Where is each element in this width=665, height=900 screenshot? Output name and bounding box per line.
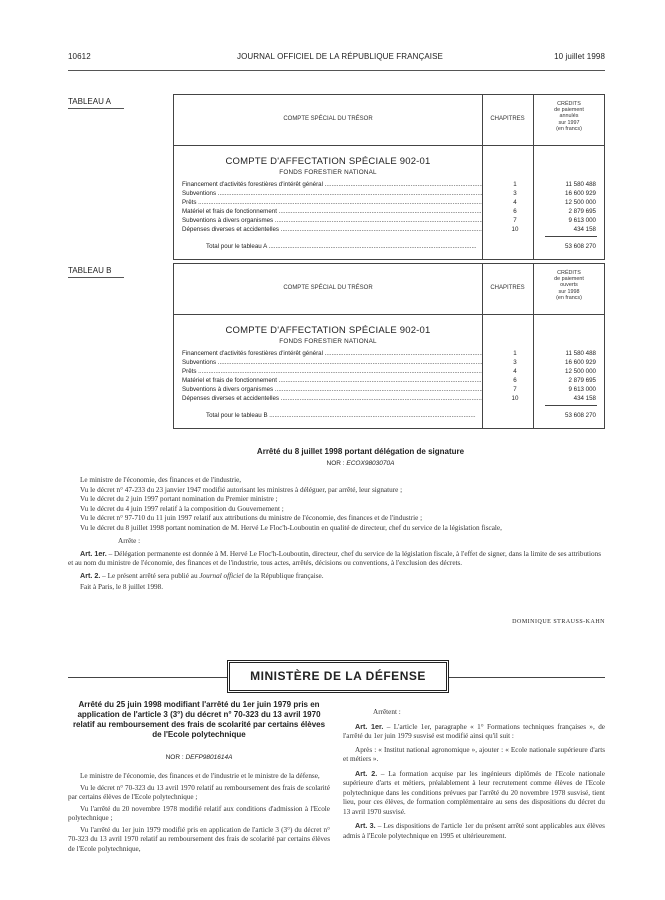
vu-paragraph: Vu le décret du 8 juillet 1998 portant nomination de M. Hervé Le Floc'h-Louboutin en qualité de directeur, chef du service de la législation fiscale, — [80, 523, 502, 532]
article-text: – L'article 1er, paragraphe « 1° Formations techniques françaises », de l'arrêté du 1er juin 1979 susvisé est modifié ainsi qu'il suit : — [343, 722, 605, 740]
credits-line: de paiement — [554, 276, 584, 283]
row-amount: 11 580 488 — [565, 181, 596, 188]
page-number: 10612 — [68, 52, 91, 61]
table-row — [174, 217, 604, 226]
preamble-paragraph: Le ministre de l'économie, des finances et de l'industrie et le ministre de la défense, — [80, 772, 320, 780]
credits-line: (en francs) — [556, 294, 582, 301]
nor-prefix: NOR : — [326, 460, 345, 467]
table-row — [174, 190, 604, 199]
row-chapter: 6 — [513, 208, 517, 215]
tableau-a-label: TABLEAU A — [68, 97, 111, 106]
row-amount: 2 879 695 — [568, 377, 596, 384]
credits-line: sur 1998 — [558, 288, 580, 295]
vu-paragraph: Vu le décret n° 47-233 du 23 janvier 1947 modifié autorisant les ministres à déléguer, par arrêté, leur signature ; — [80, 485, 403, 494]
vu-paragraph: Vu le décret du 4 juin 1997 relatif à la composition du Gouvernement ; — [80, 504, 284, 513]
row-label: Financement d'activités forestières d'intérêt général ..... — [182, 181, 482, 188]
arrete-1-nor — [173, 460, 548, 467]
tableau-a-underline — [68, 108, 124, 109]
credits-line: sur 1997 — [558, 119, 580, 126]
fait-a-paris: Fait à Paris, le 8 juillet 1998. — [80, 583, 164, 591]
nor-prefix: NOR : — [165, 754, 184, 761]
arrete-1-title: Arrêté du 8 juillet 1998 portant délégation de signature — [256, 447, 465, 456]
article-label: Art. 2. — [355, 768, 378, 778]
article-label: Art. 1er. — [80, 548, 107, 558]
tableau-a-title: COMPTE D'AFFECTATION SPÉCIALE 902-01 — [225, 156, 431, 167]
vu-paragraph: Vu l'arrêté du 1er juin 1979 modifié pris en application de l'article 3 (3°) du décret n° 70-323 du 13 avril 1970 relatif au remboursement des frais de scolarité par certains élèves de l'Ecole polytechnique, — [68, 825, 330, 853]
tableau-b-subtitle: FONDS FORESTIER NATIONAL — [279, 338, 377, 345]
arrete-2-nor — [68, 754, 330, 761]
tableau-b-underline — [68, 277, 124, 278]
section-rule-right — [449, 677, 605, 678]
article-text: – Le présent arrêté sera publié au — [100, 571, 200, 580]
row-amount: 12 500 000 — [565, 368, 596, 375]
section-rule-left — [68, 677, 227, 678]
row-label: Prêts ..... — [182, 199, 482, 206]
article-text: – Délégation permanente est donnée à M. Hervé Le Floc'h-Louboutin, directeur, chef du service de la législation fiscale, à l'effet de signer, dans la limite de ses attributions et au nom du ministre de l'économie, des finances et de l'industrie, tous actes, arrêtés, décisions ou conventions, à l'exclusion des décrets. — [68, 549, 602, 567]
credits-line: de paiement — [554, 107, 584, 114]
row-chapter: 10 — [511, 395, 519, 402]
total-label: Total pour le tableau B ..... — [206, 412, 476, 419]
header-date: 10 juillet 1998 — [554, 52, 605, 61]
arrete-2-title: Arrêté du 25 juin 1998 modifiant l'arrêté du 1er juin 1979 pris en application de l'article 3 (3°) du décret n° 70-323 du 13 avril 1970 relatif au remboursement des frais de scolarité par certains élèves de l'Ecole polytechnique — [72, 700, 326, 739]
table-row — [174, 395, 604, 404]
row-label: Subventions ..... — [182, 190, 482, 197]
tableau-a-col-credits — [533, 101, 605, 132]
row-label: Prêts ..... — [182, 368, 482, 375]
vu-paragraph: Vu l'arrêté du 20 novembre 1978 modifié relatif aux conditions d'admission à l'Ecole polytechnique ; — [68, 804, 330, 822]
tableau-a-col-account: COMPTE SPÉCIAL DU TRÉSOR — [283, 116, 373, 122]
arrete-1-intro: Le ministre de l'économie, des finances et de l'industrie, — [80, 476, 242, 484]
tableau-b-col-chapters: CHAPITRES — [490, 285, 525, 291]
row-chapter: 4 — [513, 199, 517, 206]
row-amount: 16 600 929 — [565, 190, 596, 197]
table-row — [174, 350, 604, 359]
tableau-b-label: TABLEAU B — [68, 266, 112, 275]
table-row — [174, 181, 604, 190]
total-rule — [545, 405, 597, 406]
credits-line: CRÉDITS — [557, 270, 581, 276]
row-amount: 9 613 000 — [568, 217, 596, 224]
arretent-word: Arrêtent : — [373, 708, 401, 716]
total-label: Total pour le tableau A ..... — [206, 243, 476, 250]
article-label: Art. 3. — [355, 821, 376, 830]
row-amount: 12 500 000 — [565, 199, 596, 206]
vu-paragraph: Vu le décret n° 70-323 du 13 avril 1970 relatif au remboursement des frais de scolarité par certains élèves de l'Ecole polytechnique ; — [68, 783, 330, 801]
table-total-row — [174, 243, 604, 252]
article-2 — [68, 571, 605, 582]
row-amount: 9 613 000 — [568, 386, 596, 393]
row-label: Subventions à divers organismes ..... — [182, 217, 482, 224]
ministere-heading: MINISTÈRE DE LA DÉFENSE — [227, 660, 449, 693]
nor-code: DEFP9801614A — [185, 754, 233, 761]
tableau-b — [173, 263, 605, 429]
tableau-a-subtitle: FONDS FORESTIER NATIONAL — [279, 169, 377, 176]
table-row — [174, 359, 604, 368]
row-chapter: 10 — [511, 226, 519, 233]
row-chapter: 1 — [513, 181, 517, 188]
table-row — [174, 368, 604, 377]
table-row — [174, 377, 604, 386]
tableau-b-col-account: COMPTE SPÉCIAL DU TRÉSOR — [283, 285, 373, 291]
table-total-row — [174, 412, 604, 421]
row-chapter: 3 — [513, 359, 517, 366]
journal-name: Journal officiel — [199, 571, 244, 580]
total-amount: 53 608 270 — [565, 243, 596, 250]
row-chapter: 1 — [513, 350, 517, 357]
row-amount: 434 158 — [573, 395, 596, 402]
table-row — [174, 226, 604, 235]
arrete-1-body — [68, 476, 605, 593]
row-amount: 16 600 929 — [565, 359, 596, 366]
nor-code: ECOX9803070A — [346, 460, 395, 467]
total-amount: 53 608 270 — [565, 412, 596, 419]
row-label: Dépenses diverses et accidentelles ..... — [182, 226, 482, 233]
total-rule — [545, 236, 597, 237]
table-row — [174, 386, 604, 395]
table-row — [174, 199, 604, 208]
article-text: – Les dispositions de l'article 1er du présent arrêté sont applicables aux élèves admis à l'Ecole polytechnique en 1995 et ultérieurement. — [343, 822, 605, 840]
tableau-a — [173, 94, 605, 260]
article-3 — [343, 821, 605, 841]
row-label: Subventions à divers organismes ..... — [182, 386, 482, 393]
row-amount: 2 879 695 — [568, 208, 596, 215]
article-text: de la République française. — [243, 571, 324, 580]
row-label: Matériel et frais de fonctionnement ..... — [182, 377, 482, 384]
arrete-2-left-column — [68, 772, 330, 854]
row-chapter: 6 — [513, 377, 517, 384]
article-2 — [343, 769, 605, 818]
article-label: Art. 1er. — [355, 721, 384, 731]
tableau-b-col-credits — [533, 270, 605, 301]
arrete-2-right-column — [343, 708, 605, 841]
row-label: Matériel et frais de fonctionnement ..... — [182, 208, 482, 215]
article-1 — [68, 549, 605, 569]
credits-line: ouverts — [560, 282, 578, 289]
row-label: Dépenses diverses et accidentelles ..... — [182, 395, 482, 402]
row-chapter: 7 — [513, 386, 517, 393]
vu-paragraph: Vu le décret n° 97-710 du 11 juin 1997 relatif aux attributions du ministre de l'économie, des finances et de l'industrie ; — [80, 514, 423, 522]
tableau-a-col-chapters: CHAPITRES — [490, 116, 525, 122]
header-rule — [68, 70, 605, 71]
article-1 — [343, 722, 605, 742]
row-label: Financement d'activités forestières d'intérêt général ..... — [182, 350, 482, 357]
article-apres: Après : « Institut national agronomique », ajouter : « Ecole nationale supérieure d'arts et métiers ». — [343, 745, 605, 763]
credits-line: (en francs) — [556, 125, 582, 132]
row-chapter: 3 — [513, 190, 517, 197]
row-amount: 11 580 488 — [565, 350, 596, 357]
journal-title: JOURNAL OFFICIEL DE LA RÉPUBLIQUE FRANÇAISE — [237, 52, 443, 61]
article-text: – La formation acquise par les ingénieurs diplômés de l'Ecole nationale supérieure d'arts et métiers, préalablement à leur recrutement comme élèves de l'Ecole polytechnique dans les conditions prévues par l'arrêté du 20 novembre 1978 susvisé, tient lieu, pour ces élèves, de formation complémentaire au sens des dispositions du décret du 13 avril 1970 susvisé. — [343, 769, 605, 816]
row-amount: 434 158 — [573, 226, 596, 233]
vu-paragraph: Vu le décret du 2 juin 1997 portant nomination du Premier ministre ; — [80, 495, 278, 503]
credits-line: CRÉDITS — [557, 101, 581, 107]
row-chapter: 7 — [513, 217, 517, 224]
credits-line: annulés — [559, 113, 579, 120]
table-row — [174, 208, 604, 217]
row-chapter: 4 — [513, 368, 517, 375]
signature: DOMINIQUE STRAUSS-KAHN — [512, 619, 605, 625]
row-label: Subventions ..... — [182, 359, 482, 366]
article-label: Art. 2. — [80, 570, 101, 580]
tableau-b-title: COMPTE D'AFFECTATION SPÉCIALE 902-01 — [225, 325, 431, 336]
arrete-word: Arrête : — [118, 537, 141, 545]
